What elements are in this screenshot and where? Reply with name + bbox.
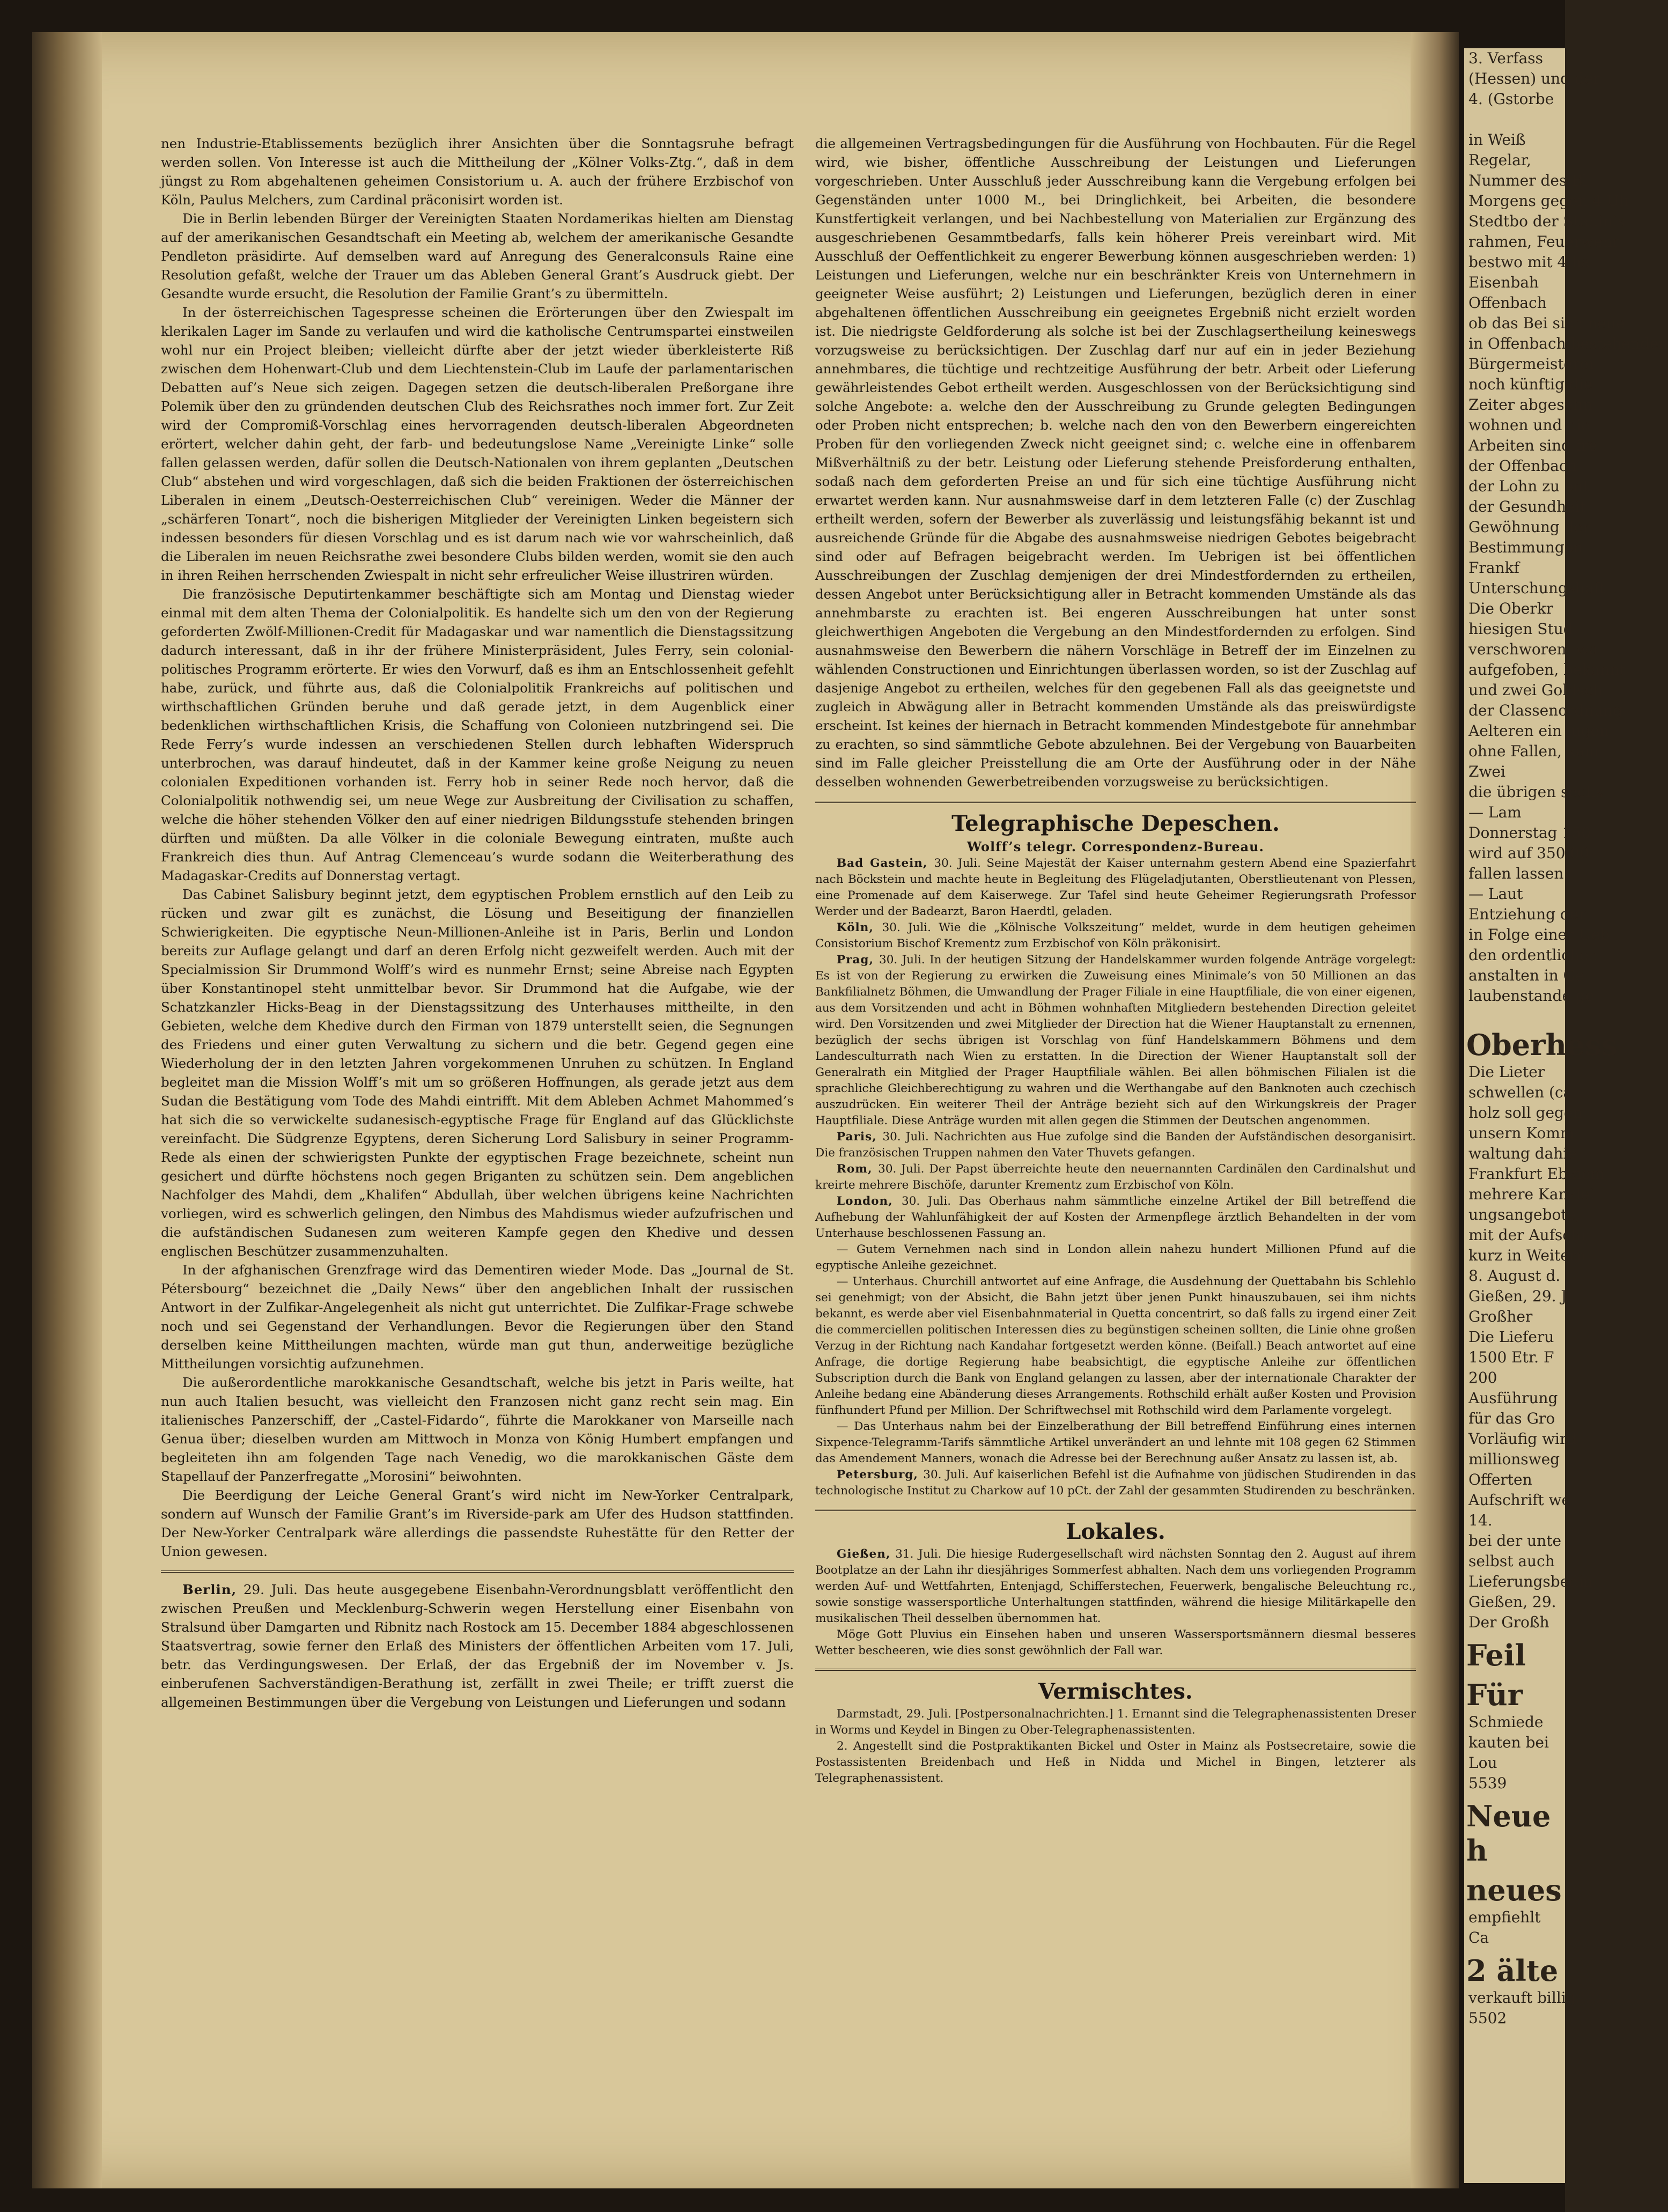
adjacent-page-fragment: Frankfurt Ebkiem <box>1468 1165 1605 1183</box>
adjacent-page-fragment: Regelar, <box>1468 151 1532 169</box>
adjacent-page-fragment: ohne Fallen, kam <box>1468 742 1599 760</box>
adjacent-page-fragment: Frankf <box>1468 559 1519 577</box>
telegram-text: — Das Unterhaus nahm bei der Einzelberathung der Bill betreffend Einführung eines internen Sixpence-Telegramm-Tarifs sämmtliche Artikel unverändert an und lehnte mit 108 gegen 62 Stimmen das Amendement Manners, wonach die Adresse bei der Berechnung außer Ansatz zu lassen ist, ab. <box>815 1420 1416 1465</box>
adjacent-page-fragment: Nummer des Bl <box>1468 172 1588 189</box>
adjacent-page-fragment: wird auf 350,00 <box>1468 844 1590 862</box>
adjacent-page-fragment: Aufschrift we <box>1468 1491 1571 1509</box>
article-text: 2. Angestellt sind die Postpraktikanten Bickel und Oster in Mainz als Postsecretaire, sowie die Postassistenten Breidenbach und Heß in Nidda und Michel in Bingen, letzterer als Telegraphenassistent. <box>815 1739 1416 1785</box>
adjacent-page-fragment: Gewöhnung der <box>1468 518 1590 536</box>
telegram-item <box>815 1161 1416 1193</box>
adjacent-page-fragment: Für <box>1466 1678 1523 1712</box>
dateline-place: Bad Gastein, <box>837 857 934 870</box>
adjacent-page-fragment: Arbeiten sind fre <box>1468 437 1598 454</box>
section-title-telegraph: Telegraphische Depeschen. <box>951 811 1280 836</box>
adjacent-page-fragment: holz soll gegen <box>1468 1104 1583 1122</box>
telegram-item <box>815 1419 1416 1467</box>
telegram-item <box>815 1274 1416 1419</box>
adjacent-page-fragment: 1500 Etr. F <box>1468 1348 1554 1366</box>
adjacent-page-fragment: unsern Komm <box>1468 1124 1575 1142</box>
adjacent-page-fragment: Neue h <box>1466 1799 1551 1868</box>
adjacent-page-fragment <box>1464 109 1565 130</box>
telegram-text: 30. Juli. Der Papst überreichte heute den neuernannten Cardinälen den Cardinalshut und kreirte mehrere Bischöfe, darunter Krementz zum Erzbischof von Köln. <box>815 1162 1416 1192</box>
adjacent-page-fragment: Entziehung der <box>1468 905 1586 923</box>
adjacent-page-fragment: der Gesundheit <box>1468 498 1586 515</box>
adjacent-page-fragment: Lou <box>1468 1754 1497 1772</box>
dateline-place: Petersburg, <box>837 1468 924 1481</box>
adjacent-page-fragment: mit der Aufschr <box>1468 1226 1588 1244</box>
telegram-item <box>815 856 1416 920</box>
adjacent-page-fragment: Feil <box>1466 1638 1526 1672</box>
telegram-text: 30. Juli. In der heutigen Sitzung der Handelskammer wurden folgende Anträge vorgelegt: Es ist von der Regierung zu erwirken die Zuweisung eines Minimale’s von 50 Millionen an das Bankfilialnetz Böhmen, die Umwandlung der Prager Filiale in eine Hauptfiliale, die von einer eigenen, aus dem Vorsitzenden und acht in Böhmen wohnhaften Mitgliedern bestehenden Direction geleitet wird. Den Vorsitzenden und zwei Mitglieder der Direction hat die Wiener Hauptanstalt zu ernennen, bezüglich der sechs übrigen ist Vorschlag von fünf Handelskammern Böhmens und dem Landesculturrath nach Wien zu erstatten. In die Direction der Wiener Hauptanstalt soll der Generalrath ein Mitglied der Prager Hauptfiliale wählen. Bei allen böhmischen Filialen ist die sprachliche Gleichberechtigung zu wahren und die Werthangabe auf den Banknoten auch czechisch auszudrücken. Ein weiterer Theil der Anträge bezieht sich auf den Wirkungskreis der Prager Hauptfiliale. Diese Anträge wurden mit allen gegen die Stimmen der Deutschen angenommen. <box>815 953 1416 1127</box>
adjacent-page-fragment: ungsangebote, <box>1468 1206 1581 1223</box>
telegram-text: 30. Juli. Wie die „Kölnische Volkszeitung“ meldet, wurde in dem heutigen geheimen Consistorium Bischof Krementz zum Erzbischof von Köln präkonisirt. <box>815 921 1416 950</box>
section-divider <box>161 1570 794 1573</box>
adjacent-page-fragment: fallen lassen. <box>1468 865 1569 882</box>
section-title-vermischtes: Vermischtes. <box>1038 1679 1193 1704</box>
adjacent-page-fragment: — Laut <box>1468 885 1523 903</box>
dateline-place: Paris, <box>837 1130 883 1144</box>
section-divider <box>815 801 1416 803</box>
adjacent-page-fragment: Donnerstag 150 <box>1468 824 1591 842</box>
adjacent-page-fragment: Stedtbo der Stahinis <box>1468 212 1626 230</box>
adjacent-page-fragment: kauten bei <box>1468 1734 1549 1751</box>
adjacent-page-fragment: in Offenbach bestehenden <box>1468 335 1668 352</box>
adjacent-page-fragment: kurz in Weitern <box>1468 1247 1586 1264</box>
adjacent-page-fragment: Ca <box>1468 1929 1489 1946</box>
adjacent-page-fragment: Offenbach <box>1468 294 1547 312</box>
adjacent-page-fragment: Morgens gegen 4 Uh <box>1468 192 1629 210</box>
adjacent-page-fragment: Oberhess <box>1466 1028 1618 1062</box>
adjacent-page-fragment: Die Oberkr <box>1468 600 1554 617</box>
adjacent-page-fragment: hiesigen Stud <box>1468 620 1573 638</box>
section-divider <box>815 1669 1416 1671</box>
dateline-place: Prag, <box>837 953 880 967</box>
article-paragraph: Die französische Deputirtenkammer beschäftigte sich am Montag und Dienstag wieder einmal mit dem alten Thema der Colonialpolitik. Es handelte sich um den von der Regierung geforderten Zwölf-Millionen-Credit für Madagaskar und war namentlich die Dienstagssitzung dadurch interessant, daß in ihr der frühere Ministerpräsident, Jules Ferry, sein colonial-politisches Programm erörterte. Er wies den Vorwurf, daß es ihm an Entschlossenheit gefehlt habe, zurück, und führte aus, daß die Colonialpolitik Frankreichs auf politischen und wirthschaftlichen Gründen beruhe und daß gerade jetzt, in dem Augenblick einer bedenklichen wirthschaftlichen Krisis, die Schaffung von Colonieen nutzbringend sei. Die Rede Ferry’s wurde indessen an verschiedenen Stellen durch lebhaften Widerspruch unterbrochen, was darauf hindeutet, daß in der Kammer keine große Neigung zu neuen colonialen Expeditionen vorhanden ist. Ferry hob in seiner Rede noch hervor, daß die Colonialpolitik nothwendig sei, um neue Wege zur Ausbreitung der Civilisation zu schaffen, welche die höher stehenden Völker den auf einer niedrigen Bildungsstufe stehenden bringen dürften und müßten. Da alle Völker in die coloniale Bewegung eintraten, mußte auch Frankreich dies thun. Auf Antrag Clemenceau’s wurde sodann die Weiterberathung des Madagaskar-Credits auf Donnerstag vertagt. <box>161 586 794 883</box>
article-text: Darmstadt, 29. Juli. [Postpersonalnachrichten.] 1. Ernannt sind die Telegraphenassistenten Dreser in Worms und Keydel in Bingen zu Ober-Telegraphenassistenten. <box>815 1707 1416 1737</box>
adjacent-page-fragment: Die Lieter <box>1468 1063 1545 1081</box>
dateline-place: Gießen, <box>837 1547 891 1561</box>
dateline-place: Köln, <box>837 921 882 934</box>
adjacent-page-fragment: selbst auch <box>1468 1552 1555 1570</box>
adjacent-page-fragment: (Hessen) und der <box>1468 70 1600 87</box>
telegram-item <box>815 920 1416 952</box>
right-column <box>815 134 1416 1787</box>
article-paragraph: Das Cabinet Salisbury beginnt jetzt, dem egyptischen Problem ernstlich auf den Leib zu rücken und zwar gilt es zunächst, die Lösung und Beseitigung der finanziellen Schwierigkeiten. Die egyptische Neun-Millionen-Anleihe ist in Paris, Berlin und London bereits zur Auflage gelangt und darf an deren Erfolg nicht gezweifelt werden. Auch mit der Specialmission Sir Drummond Wolff’s wird es nunmehr Ernst; seine Abreise nach Egypten über Konstantinopel steht unmittelbar bevor. Sir Drummond hat die Aufgabe, wie der Schatzkanzler Hicks-Beag in der Dienstagssitzung des Unterhauses mittheilte, in den Gebieten, welche dem Khedive durch den Firman von 1879 unterstellt seien, die Segnungen des Friedens und einer guten Verwaltung zu sichern und die betr. Gegend gegen eine Wiederholung der in den letzten Jahren vorgekommenen Unruhen zu schützen. In England begleitet man die Mission Wolff’s mit um so größeren Hoffnungen, als gerade jetzt aus dem Sudan die Bestätigung vom Tode des Mahdi eintrifft. Mit dem Ableben Achmet Mahommed’s hat sich die so verwickelte sudanesisch-egyptische Frage für England auf das Glücklichste vereinfacht. Die Südgrenze Egyptens, deren Sicherung Lord Salisbury in seiner Programm-Rede als einen der schwierigsten Punkte der egyptischen Frage bezeichnete, scheint nun gesichert und dürfte höchstens noch gegen Briganten zu schützen sein. Dem angeblichen Nachfolger des Mahdi, dem „Khalifen“ Abdullah, über welchen übrigens keine Nachrichten vorliegen, wird es schwerlich gelingen, den Nimbus des Mahdismus wieder aufzufrischen und die aufständischen Sudanesen zum weiteren Kampfe gegen den Khedive und dessen englischen Beschützer zusammenzuhalten. <box>161 887 794 1259</box>
adjacent-page-fragment: Ausführung <box>1468 1389 1558 1407</box>
adjacent-page-fragment: laubenstande ge <box>1468 987 1595 1005</box>
adjacent-page-fragment: waltung dahie <box>1468 1145 1577 1162</box>
telegram-text: 30. Juli. Das Oberhaus nahm sämmtliche einzelne Artikel der Bill betreffend die Aufhebung der Wahlunfähigkeit der auf Kosten der Armenpflege ärztlich Behandelten in der vom Unterhause beschlossenen Fassung an. <box>815 1195 1416 1240</box>
adjacent-page-fragment: Der Großh <box>1468 1613 1549 1631</box>
adjacent-page-fragment: aufgefoben, bekannt <box>1468 661 1626 679</box>
article-paragraph: Die Beerdigung der Leiche General Grant’s wird nicht im New-Yorker Centralpark, sondern auf Wunsch der Familie Grant’s im Riverside-park am Ufer des Hudson stattfinden. Der New-Yorker Centralpark wäre allerdings die passendste Ruhestätte für den Retter der Union gewesen. <box>161 1487 794 1559</box>
adjacent-page-fragment: Vorläufig wird <box>1468 1430 1577 1448</box>
article-paragraph: Die außerordentliche marokkanische Gesandtschaft, welche bis jetzt in Paris weilte, hat nun auch Italien besucht, was vielleicht den Franzosen nicht ganz recht sein mag. Ein italienisches Panzerschiff, der „Castel-Fidardo“, führte die Marokkaner von Marseille nach Genua über; dieselben wurden am Mittwoch in Monza von König Humbert empfangen und begleiteten ihn am folgenden Tage nach Venedig, wo die marokkanischen Gäste dem Stapellauf der Panzerfregatte „Morosini“ beiwohnten. <box>161 1375 794 1484</box>
section-subtitle: Wolff’s telegr. Correspondenz-Bureau. <box>967 839 1264 854</box>
adjacent-page-fragment: der Classenordnung <box>1468 702 1623 719</box>
adjacent-page-fragment: mehrere Kanzlei <box>1468 1185 1595 1203</box>
adjacent-page-fragment: verkauft billig <box>1468 1989 1576 2007</box>
section-title-lokales: Lokales. <box>1066 1519 1165 1544</box>
adjacent-page-fragment: in Folge einer Ueb <box>1468 926 1610 943</box>
adjacent-page-fragment: bei der unte <box>1468 1532 1562 1550</box>
adjacent-page-fragment: der Offenbach <box>1468 457 1577 475</box>
adjacent-page-upper <box>1464 48 1668 1006</box>
adjacent-page-fragment: 8. August d. <box>1468 1267 1561 1285</box>
adjacent-page-fragment: empfiehlt <box>1468 1908 1541 1926</box>
telegram-text: 30. Juli. Nachrichten aus Hue zufolge sind die Banden der Aufständischen desorganisirt. Die französischen Truppen nahmen den Vater Thuvets gefangen. <box>815 1130 1416 1160</box>
adjacent-page-fragment: Gießen, 29. <box>1468 1593 1556 1611</box>
adjacent-page-fragment: Unterschungshaft <box>1468 579 1606 597</box>
article-paragraph: nen Industrie-Etablissements bezüglich ihrer Ansichten über die Sonntagsruhe befragt werden sollen. Von Interesse ist auch die Mittheilung der „Kölner Volks-Ztg.“, daß in dem jüngst zu Rom abgehaltenen geheimen Consistorium u. A. auch der frühere Erzbischof von Köln, Paulus Melchers, zum Cardinal präconisirt worden ist. <box>161 136 794 208</box>
adjacent-page-fragment: Bürgermeisterei <box>1468 355 1594 373</box>
adjacent-page-fragment: rahmen, Feuerwehr <box>1468 233 1620 250</box>
adjacent-page-fragment: Aelteren ein jugen <box>1468 722 1610 740</box>
adjacent-page-fragment: die übrigen sechs <box>1468 783 1604 801</box>
adjacent-page-edge <box>1464 48 1668 2183</box>
adjacent-page-fragment: wohnen und die <box>1468 416 1590 434</box>
article-text: 29. Juli. Das heute ausgegebene Eisenbahn-Verordnungsblatt veröffentlicht den zwischen Preußen und Mecklenburg-Schwerin wegen Herstellung einer Eisenbahn von Stralsund über Damgarten und Ribnitz nach Rostock am 15. December 1884 abgeschlossenen Staatsvertrag, sowie ferner den Erlaß des Ministers der öffentlichen Arbeiten vom 17. Juli, betr. das Verdingungswesen. Der Erlaß, der das Ergebniß der im November v. Js. einberufenen Sachverständigen-Berathung ist, zerfällt in zwei Theile; er trifft zuerst die allgemeinen Bestimmungen über die Vergebung von Leistungen und Lieferungen und sodann <box>161 1582 794 1710</box>
section-divider <box>815 1509 1416 1511</box>
adjacent-page-fragment: neues <box>1466 1873 1562 1907</box>
telegram-item <box>815 1129 1416 1161</box>
adjacent-page-fragment: 200 <box>1468 1369 1497 1387</box>
adjacent-page-fragment: 2 älte <box>1466 1953 1559 1988</box>
adjacent-page-fragment: Zeiter abgesehn <box>1468 396 1593 414</box>
left-column <box>161 134 794 1712</box>
adjacent-page-fragment: und zwei Goldsch <box>1468 681 1603 699</box>
telegram-item <box>815 1467 1416 1499</box>
adjacent-page-fragment: anstalten in Ge <box>1468 967 1584 984</box>
adjacent-page-fragment: Großher <box>1468 1308 1533 1325</box>
adjacent-page-fragment: den ordentlichen <box>1468 946 1598 964</box>
adjacent-page-fragment: — Lam <box>1468 803 1522 821</box>
adjacent-page-lower <box>1464 1028 1618 2029</box>
adjacent-page-fragment: der Lohn zu ent <box>1468 477 1589 495</box>
adjacent-page-fragment: Eisenbah <box>1468 274 1539 291</box>
telegram-item <box>815 952 1416 1129</box>
telegram-text: — Unterhaus. Churchill antwortet auf eine Anfrage, die Ausdehnung der Quettabahn bis Schlehlo sei genehmigt; von der Absicht, die Bahn jetzt über jenen Punkt hinauszubauen, sei ihm nichts bekannt, es werde aber viel Eisenbahnmaterial in Quetta concentrirt, so daß falls zu irgend einer Zeit die commerciellen politischen Interessen dies zu begünstigen scheinen sollten, die Linie ohne großen Verzug in der Richtung nach Kandahar fortgesetzt werden könne. (Beifall.) Beach antwortet auf eine Anfrage, die dortige Regierung habe beabsichtigt, die egyptische Anleihe zur öffentlichen Subscription durch die Bank von England gelangen zu lassen, aber der internationale Charakter der Anleihe bedang eine Abänderung dieses Arrangements. Rothschild erhält außer Kosten und Provision fünfhundert Pfund per Million. Der Schriftwechsel mit Rothschild wird dem Parlamente vorgelegt. <box>815 1275 1416 1417</box>
adjacent-page-fragment: 5539 <box>1468 1774 1507 1792</box>
adjacent-page-fragment: ob das Bei sich neue <box>1468 314 1625 332</box>
adjacent-page-fragment: millionsweg <box>1468 1450 1560 1468</box>
adjacent-page-fragment: Bestimmungen <box>1468 539 1583 556</box>
dateline-place: Berlin, <box>182 1582 237 1597</box>
telegram-text: 30. Juli. Auf kaiserlichen Befehl ist die Aufnahme von jüdischen Studirenden in das technologische Institut zu Charkow auf 10 pCt. der Zahl der gesammten Studirenden zu beschränken. <box>815 1468 1416 1498</box>
page-fold-edge <box>1411 32 1459 2188</box>
adjacent-page-fragment: Gießen, 29. J <box>1468 1287 1567 1305</box>
adjacent-page-fragment: 14. <box>1468 1511 1493 1529</box>
telegram-item <box>815 1242 1416 1274</box>
telegram-list <box>815 856 1416 1499</box>
adjacent-page-fragment: Schmiede <box>1468 1713 1544 1731</box>
telegram-text: 30. Juli. Seine Majestät der Kaiser unternahm gestern Abend eine Spazierfahrt nach Böckstein und machte heute in Begleitung des Flügeladjutanten, Oberstlieutenant von Plessen, eine Promenade auf dem Kaiserwege. Zur Tafel sind heute Geheimer Regierungsrath Professor Werder und der Badearzt, Baron Haerdtl, geladen. <box>815 857 1416 918</box>
telegram-item <box>815 1193 1416 1242</box>
article-paragraph: In der afghanischen Grenzfrage wird das Dementiren wieder Mode. Das „Journal de St. Pétersbourg“ bezeichnet die „Daily News“ über den angeblichen Inhalt der russischen Antwort in der Zulfikar-Angelegenheit als nicht gut unterrichtet. Die Zulfikar-Frage schwebe noch und sei Gegenstand der Verhandlungen. Bevor die Regierungen über den Stand derselben keine Mittheilungen machten, würde man gut thun, anderweitige bezügliche Mittheilungen vorsichtig aufzunehmen. <box>161 1262 794 1372</box>
adjacent-page-fragment: bestwo mit 4 ha <box>1468 253 1590 271</box>
adjacent-page-fragment: Zwei <box>1468 763 1505 780</box>
adjacent-page-fragment: schwellen (ca <box>1468 1083 1573 1101</box>
adjacent-page-fragment: 5502 <box>1468 2009 1507 2027</box>
adjacent-page-fragment: Die Lieferu <box>1468 1328 1554 1346</box>
article-text: Möge Gott Pluvius ein Einsehen haben und unseren Wassersportsmännern diesmal besseres Wetter bescheeren, wie dies sonst gewöhnlich der Fall war. <box>815 1628 1416 1657</box>
article-continuation: die allgemeinen Vertragsbedingungen für die Ausführung von Hochbauten. Für die Regel wird, wie bisher, öffentliche Ausschreibung der Leistungen und Lieferungen vorgeschrieben. Unter Ausschluß jeder Ausschreibung kann die Vergebung erfolgen bei Gegenständen unter 1000 M., bei Dringlichkeit, bei Arbeiten, die besondere Kunstfertigkeit verlangen, und bei Nachbestellung von Materialien zur Ergänzung des ausgeschriebenen Gesammtbedarfs, falls kein höherer Preis vereinbart wird. Mit Ausschluß der Oeffentlichkeit zu engerer Bewerbung können ausgeschrieben werden: 1) Leistungen und Lieferungen, welche nur ein beschränkter Kreis von Unternehmern in geeigneter Weise ausführt; 2) Leistungen und Lieferungen, bezüglich deren in einer abgehaltenen öffentlichen Ausschreibung ein geeignetes Ergebniß nicht erzielt worden ist. Die niedrigste Geldforderung als solche ist bei der Zuschlagsertheilung keineswegs vorzugsweise zu berücksichtigen. Der Zuschlag darf nur auf ein in jeder Beziehung annehmbares, die tüchtige und rechtzeitige Ausführung der betr. Arbeit oder Lieferung gewährleistendes Gebot ertheilt werden. Ausgeschlossen von der Berücksichtigung sind solche Angebote: a. welche den der Ausschreibung zu Grunde gelegten Bedingungen oder Proben nicht entsprechen; b. welche nach den von den Bewerbern eingereichten Proben für den vorliegenden Zweck nicht geeignet sind; c. welche eine in offenbarem Mißverhältniß zu der betr. Leistung oder Lieferung stehende Preisforderung enthalten, sodaß nach dem geforderten Preise an und für sich eine tüchtige Ausführung nicht erwartet werden kann. Nur ausnahmsweise darf in dem letzteren Falle (c) der Zuschlag ertheilt werden, sofern der Bewerber als zuverlässig und leistungsfähig bekannt ist und ausreichende Gründe für die Abgabe des ausnahmsweise niedrigen Gebotes beigebracht sind oder auf Befragen beigebracht werden. Im Uebrigen ist bei öffentlichen Ausschreibungen der Zuschlag demjenigen der drei Mindestfordernden zu ertheilen, dessen Angebot unter Berücksichtigung aller in Betracht kommenden Umstände als das annehmbarste zu erachten ist. Bei engeren Ausschreibungen hat unter sonst gleichwerthigen Angeboten die Vergebung an den Mindestfordernden zu erfolgen. Sind ausnahmsweise den Bewerbern die nähern Vorschläge in Betreff der im Einzelnen zu wählenden Constructionen und Einrichtungen überlassen worden, so ist der Zuschlag auf dasjenige Angebot zu ertheilen, welches für den gegebenen Fall als das geeignetste und zugleich in Abwägung aller in Betracht kommenden Umstände als das preiswürdigste erscheint. Ist keines der hiernach in Betracht kommenden Mindestgebote für annehmbar zu erachten, so sind sämmtliche Gebote abzulehnen. Bei der Vergebung von Bauarbeiten sind im Falle gleicher Preisstellung die am Orte der Ausführung oder in der Nähe desselben wohnenden Gewerbetreibenden vorzugsweise zu berücksichtigen. <box>815 136 1416 790</box>
adjacent-page-fragment: noch künftig die <box>1468 375 1593 393</box>
page-binding-edge <box>32 32 102 2188</box>
article-text: 31. Juli. Die hiesige Rudergesellschaft wird nächsten Sonntag den 2. August auf ihrem Bootplatze an der Lahn ihr diesjähriges Sommerfest abhalten. Nach dem uns vorliegenden Programm werden Auf- und Wettfahrten, Entenjagd, Schifferstechen, Feuerwerk, bengalische Beleuchtung rc., sowie sonstige wassersportliche Unterhaltungen stattfinden, während die hiesige Militärkapelle den musikalischen Theil desselben übernommen hat. <box>815 1547 1416 1625</box>
adjacent-page-fragment: Lieferungsbedin <box>1468 1573 1593 1590</box>
adjacent-page-fragment: in Weiß <box>1468 131 1526 149</box>
adjacent-page-fragment: 4. (Gstorbe <box>1468 90 1554 108</box>
adjacent-page-fragment: für das Gro <box>1468 1410 1555 1427</box>
dateline-place: Rom, <box>837 1162 879 1176</box>
telegram-text: — Gutem Vernehmen nach sind in London allein nahezu hundert Millionen Pfund auf die egyptische Anleihe gezeichnet. <box>815 1243 1416 1272</box>
article-paragraph: In der österreichischen Tagespresse scheinen die Erörterungen über den Zwiespalt im klerikalen Lager im Sande zu verlaufen und wird die katholische Centrumspartei einstweilen wohl nur ein Project bleiben; vielleicht dürfte aber der jetzt wieder überkleisterte Riß zwischen dem Hohenwart-Club und dem Liechtenstein-Club im Laufe der parlamentarischen Debatten auf’s Neue sich zeigen. Dagegen setzen die deutsch-liberalen Preßorgane ihre Polemik über den zu gründenden deutschen Club des Reichsrathes noch immer fort. Zur Zeit wird der Compromiß-Vorschlag eines hervorragenden deutsch-liberalen Abgeordneten erörtert, welcher dahin geht, der farb- und bedeutungslose Name „Vereinigte Linke“ solle fallen gelassen werden, dafür sollen die Deutsch-Nationalen von ihrem geplanten „Deutschen Club“ abstehen und wird vorgeschlagen, daß sich die beiden Fraktionen der österreichischen Liberalen in einem „Deutsch-Oesterreichischen Club“ vereinigen. Weder die Männer der „schärferen Tonart“, noch die bisherigen Mitglieder der Vereinigten Linken begeistern sich indessen besonders für diesen Vorschlag und es ist darum nach wie vor wahrscheinlich, daß die Liberalen im neuen Reichsrathe zwei besondere Clubs bilden werden, womit sie den auch in ihren Reihen herrschenden Zwiespalt in nicht sehr erfreulicher Weise illustriren würden. <box>161 305 794 583</box>
adjacent-page-fragment: verschworen, wa <box>1468 640 1598 658</box>
article-paragraph: Die in Berlin lebenden Bürger der Vereinigten Staaten Nordamerikas hielten am Dienstag auf der amerikanischen Gesandtschaft ein Meeting ab, welchem der amerikanische Gesandte Pendleton präsidirte. Auf demselben ward auf Anregung des Generalconsuls Raine eine Resolution gefaßt, welche der Trauer um das Ableben General Grant’s Ausdruck giebt. Der Gesandte wurde ersucht, die Resolution der Familie Grant’s zu übermitteln. <box>161 211 794 301</box>
adjacent-page-fragment: 3. Verfass <box>1468 49 1544 67</box>
adjacent-page-fragment: Offerten <box>1468 1471 1532 1488</box>
dateline-place: London, <box>837 1195 902 1208</box>
